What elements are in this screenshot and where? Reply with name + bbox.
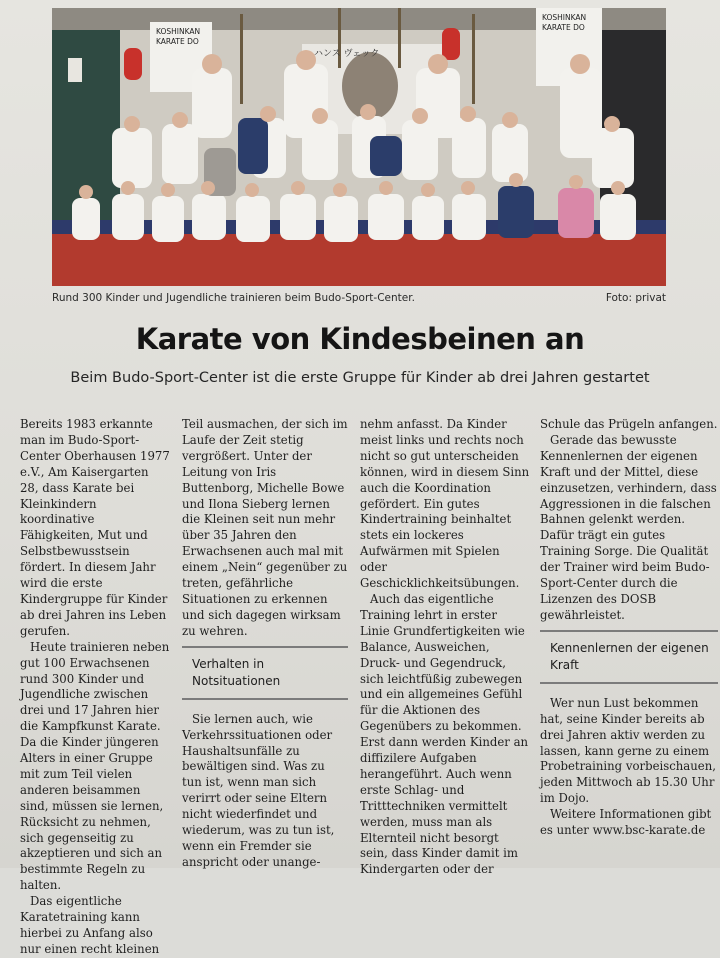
paragraph: Schule das Prügeln anfangen. xyxy=(540,417,718,431)
section-heading-kraft: Kennenlernen der eigenen Kraft xyxy=(540,630,718,684)
paragraph: Weitere Informationen gibt es unter www.bsc-karate.de xyxy=(540,807,712,838)
paragraph: Bereits 1983 erkannte man im Budo-Sport-Center Oberhausen 1977 e.V., Am Kaisergarten 28, dass Karate bei Kleinkindern koordinative Fähigkeiten, Mut und Selbstbewusstsein fördert. In diesem Jahr wird die erste Kindergruppe für Kinder ab drei Jahren ins Leben gerufen. xyxy=(20,417,170,638)
subheadline: Beim Budo-Sport-Center ist die erste Gruppe für Kinder ab drei Jahren gestartet xyxy=(70,370,650,386)
paragraph: Heute trainieren neben gut 100 Erwachsenen rund 300 Kinder und Jugendliche zwischen drei und 17 Jahren hier die Kampfkunst Karate. Da die Kinder jüngeren Alters in einer Gruppe mit zum Teil vielen anderen beisammen sind, müssen sie lernen, Rücksicht zu nehmen, sich gegenseitig zu akzeptieren und sich an bestimmte Regeln zu halten. xyxy=(20,639,170,893)
photo-caption-row xyxy=(52,292,666,304)
photo-credit: Foto: privat xyxy=(605,292,666,304)
sign-left: KOSHINKAN KARATE DO xyxy=(156,27,201,46)
karate-group-image xyxy=(52,8,666,286)
article-column-1 xyxy=(20,417,170,958)
photo-caption: Rund 300 Kinder und Jugendliche trainieren beim Budo-Sport-Center. xyxy=(52,292,415,304)
paragraph: Das eigentliche Karatetraining kann hierbei zu Anfang also nur einen recht kleinen xyxy=(20,894,160,956)
headline: Karate von Kindesbeinen an xyxy=(135,322,585,356)
paragraph: Teil ausmachen, der sich im Laufe der Zeit stetig vergrößert. Unter der Leitung von Iris Buttenborg, Michelle Bowe und Ilona Sieberg lernen die Kleinen seit nun mehr über 35 Jahren den Erwachsenen auch mal mit einem „Nein“ gegenüber zu treten, gefährliche Situationen zu erkennen und sich dagegen wirksam zu wehren. xyxy=(182,417,348,638)
paragraph: Gerade das bewusste Kennenlernen der eigenen Kraft und der Mittel, diese einzusetzen, verhindern, dass Aggressionen in die falschen Bahnen gelenkt werden. Dafür trägt ein gutes Training Sorge. Die Qualität der Trainer wird beim Budo-Sport-Center durch die Lizenzen des DOSB gewährleistet. xyxy=(540,432,717,622)
article-column-2 xyxy=(182,417,348,871)
article-column-3 xyxy=(360,417,530,878)
group-photo xyxy=(52,8,666,286)
paragraph: Sie lernen auch, wie Verkehrssituationen oder Haushaltsunfälle zu bewältigen sind. Was zu tun ist, wenn man sich verirrt oder seine Eltern nicht wiederfindet und wiederum, was zu tun ist, wenn ein Fremder sie anspricht oder unange- xyxy=(182,711,335,869)
paragraph: Auch das eigentliche Training lehrt in erster Linie Grundfertigkeiten wie Balance, Ausweichen, Druck- und Gegendruck, sich leichtfüßig zubewegen und ein allgemeines Gefühl für die Aktionen des Gegenübers zu bekommen. Erst dann werden Kinder an diffizilere Aufgaben herangeführt. Auch wenn erste Schlag- und Tritttechniken vermittelt werden, muss man als Elternteil nicht besorgt sein, dass Kinder damit im Kindergarten oder der xyxy=(360,591,529,877)
paragraph: nehm anfasst. Da Kinder meist links und rechts noch nicht so gut unterscheiden können, wird in diesem Sinn auch die Koordination gefördert. Ein gutes Kindertraining beinhaltet stets ein lockeres Aufwärmen mit Spielen oder Geschicklichkeitsübungen. xyxy=(360,417,530,591)
article-column-4 xyxy=(540,417,718,839)
sign-right: KOSHINKAN KARATE DO xyxy=(542,13,587,32)
banner-text: ハンス ヴェック xyxy=(314,49,380,59)
paragraph: Wer nun Lust bekommen hat, seine Kinder bereits ab drei Jahren aktiv werden zu lassen, kann gerne zu einem Probetraining vorbeischauen, jeden Mittwoch ab 15.30 Uhr im Dojo. xyxy=(540,695,716,806)
section-heading-notsituationen: Verhalten in Notsituationen xyxy=(182,646,348,700)
